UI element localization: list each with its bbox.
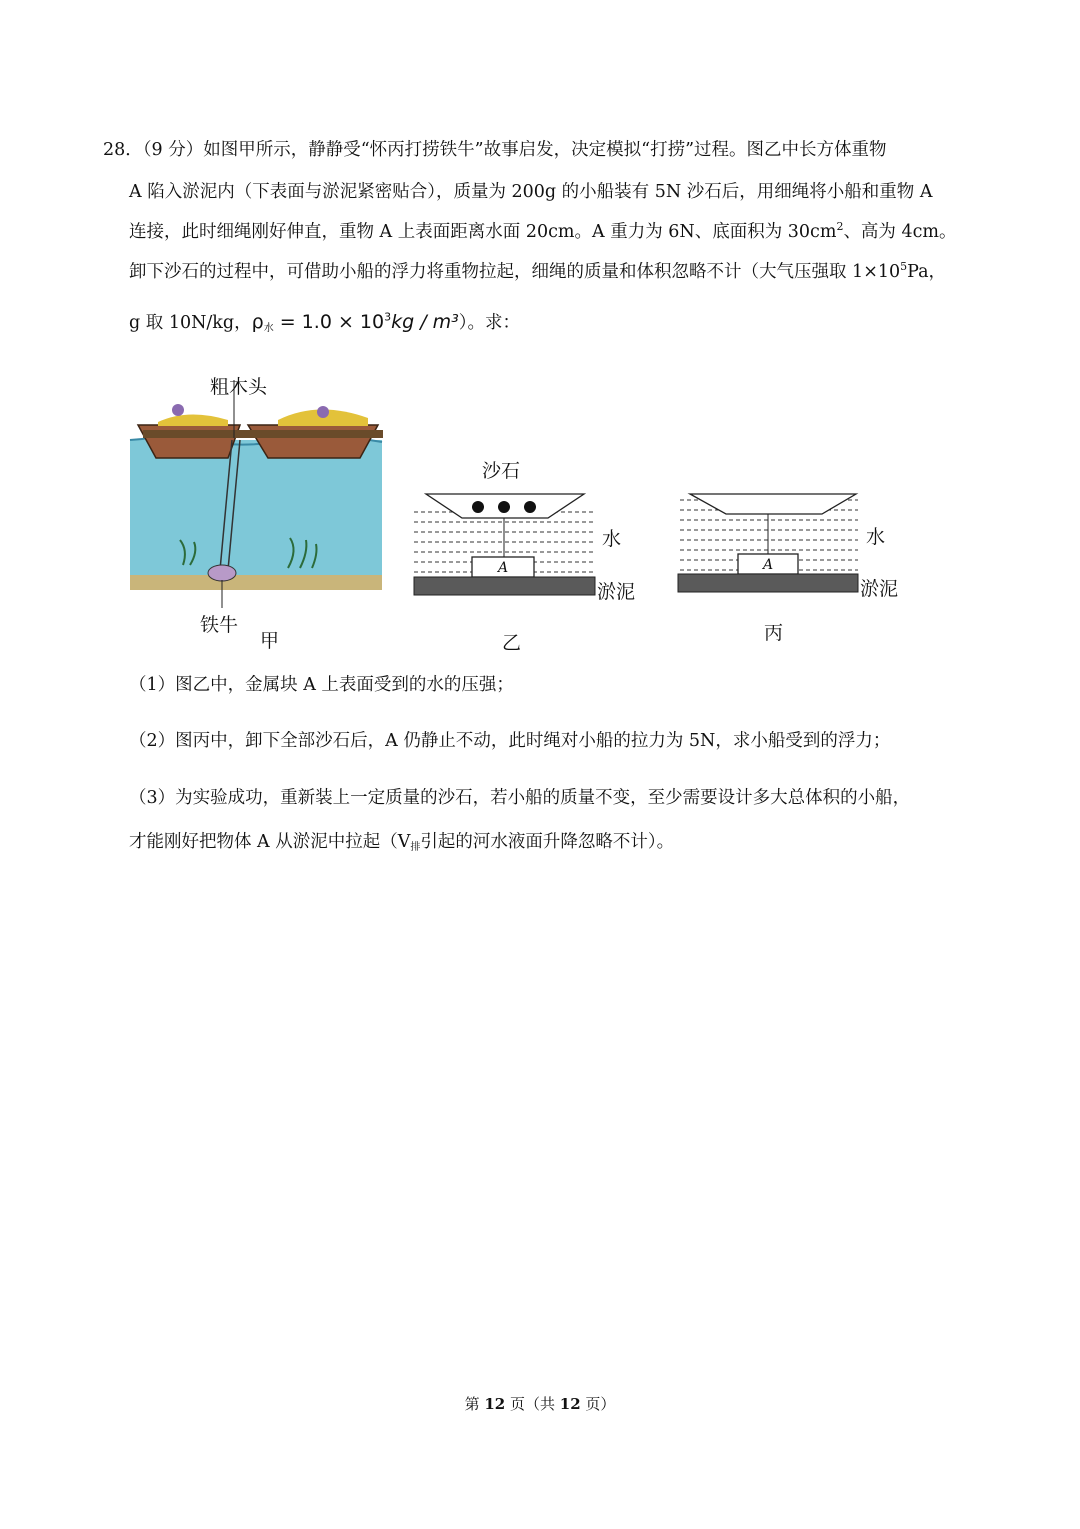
rho-subscript: 水 [263, 323, 274, 334]
problem-text-4b: Pa， [907, 262, 947, 282]
problem-text-5a: g 取 10N/kg， [129, 313, 252, 333]
label-mud-yi: 淤泥 [597, 581, 636, 603]
sand-ball-1 [472, 501, 484, 513]
figure-yi [410, 450, 650, 660]
problem-line-3 [129, 220, 957, 244]
problem-text-3b: 、高为 4cm。 [843, 222, 957, 242]
area-unit-exponent: 2 [836, 220, 844, 234]
density-formula [252, 311, 459, 333]
footer-page-number: 12 [484, 1395, 506, 1413]
problem-text-4a: 卸下沙石的过程中，可借助小船的浮力将重物拉起，细绳的质量和体积忽略不计（大气压强取 1×10 [129, 262, 901, 282]
sand-ball-3 [524, 501, 536, 513]
pressure-exponent: 5 [900, 260, 908, 274]
v-subscript: 排 [410, 842, 421, 853]
problem-text-5b: ）。求： [458, 313, 521, 333]
problem-score: （9 分） [142, 140, 204, 160]
river-bed [130, 575, 382, 590]
sand-ball-2 [498, 501, 510, 513]
mud-yi [414, 577, 595, 595]
footer-post: 页） [580, 1395, 616, 1413]
sand-left [158, 414, 228, 426]
problem-line-5 [129, 310, 520, 341]
water-region [130, 440, 382, 590]
problem-line-4 [129, 260, 946, 284]
rho-exponent: 3 [384, 310, 392, 324]
problem-line-2: A 陷入淤泥内（下表面与淤泥紧密贴合），质量为 200g 的小船装有 5N 沙石后，用细绳将小船和重物 A [129, 182, 933, 202]
figure-jia-illustration [128, 370, 388, 650]
rho-value: = 1.0 × 10 [273, 311, 385, 333]
problem-text-1: 如图甲所示，静静受“怀丙打捞铁牛”故事启发，决定模拟“打捞”过程。图乙中长方体重物 [203, 140, 887, 160]
rho-symbol: ρ [251, 311, 264, 333]
label-mud-bing: 淤泥 [860, 578, 899, 600]
question-2: （2）图丙中，卸下全部沙石后，A 仍静止不动，此时绳对小船的拉力为 5N，求小船受到的浮力； [129, 731, 891, 751]
person-left [172, 404, 184, 416]
footer-pre: 第 [464, 1395, 485, 1413]
timber-log [143, 430, 383, 438]
label-water-yi: 水 [602, 528, 622, 550]
person-right [317, 406, 329, 418]
label-sand: 沙石 [482, 460, 521, 482]
question-3-line-1: （3）为实验成功，重新装上一定质量的沙石，若小船的质量不变，至少需要设计多大总体积的小船， [129, 788, 911, 808]
block-a-label-yi: A [497, 560, 509, 576]
boat-bing [690, 494, 856, 514]
question-1: （1）图乙中，金属块 A 上表面受到的水的压强； [129, 675, 514, 695]
question-3-text-pre: 才能刚好把物体 A 从淤泥中拉起（V [129, 832, 411, 852]
problem-number: 28． [103, 140, 143, 160]
block-a-label-bing: A [762, 557, 774, 573]
label-timber: 粗木头 [210, 376, 268, 398]
problem-line-1 [103, 138, 887, 162]
boat-right [248, 425, 378, 458]
page-footer [0, 1393, 1080, 1414]
figure-bing [676, 478, 916, 648]
question-3-line-2 [129, 830, 674, 860]
footer-total-pages: 12 [559, 1395, 581, 1413]
label-iron-ox: 铁牛 [200, 614, 239, 636]
label-water-bing: 水 [866, 526, 886, 548]
mud-bing [678, 574, 858, 592]
question-3-text-post: 引起的河水液面升降忽略不计）。 [420, 832, 675, 852]
figure-jia [128, 370, 388, 650]
problem-text-3a: 连接，此时细绳刚好伸直，重物 A 上表面距离水面 20cm。A 重力为 6N、底面积为 30cm [129, 222, 837, 242]
caption-jia: 甲 [260, 630, 280, 652]
rho-unit: kg / m³ [391, 311, 459, 333]
iron-ox [208, 565, 236, 581]
caption-bing: 丙 [764, 622, 784, 644]
caption-yi: 乙 [502, 632, 522, 654]
boat-left [138, 425, 240, 458]
footer-mid: 页（共 [505, 1395, 560, 1413]
